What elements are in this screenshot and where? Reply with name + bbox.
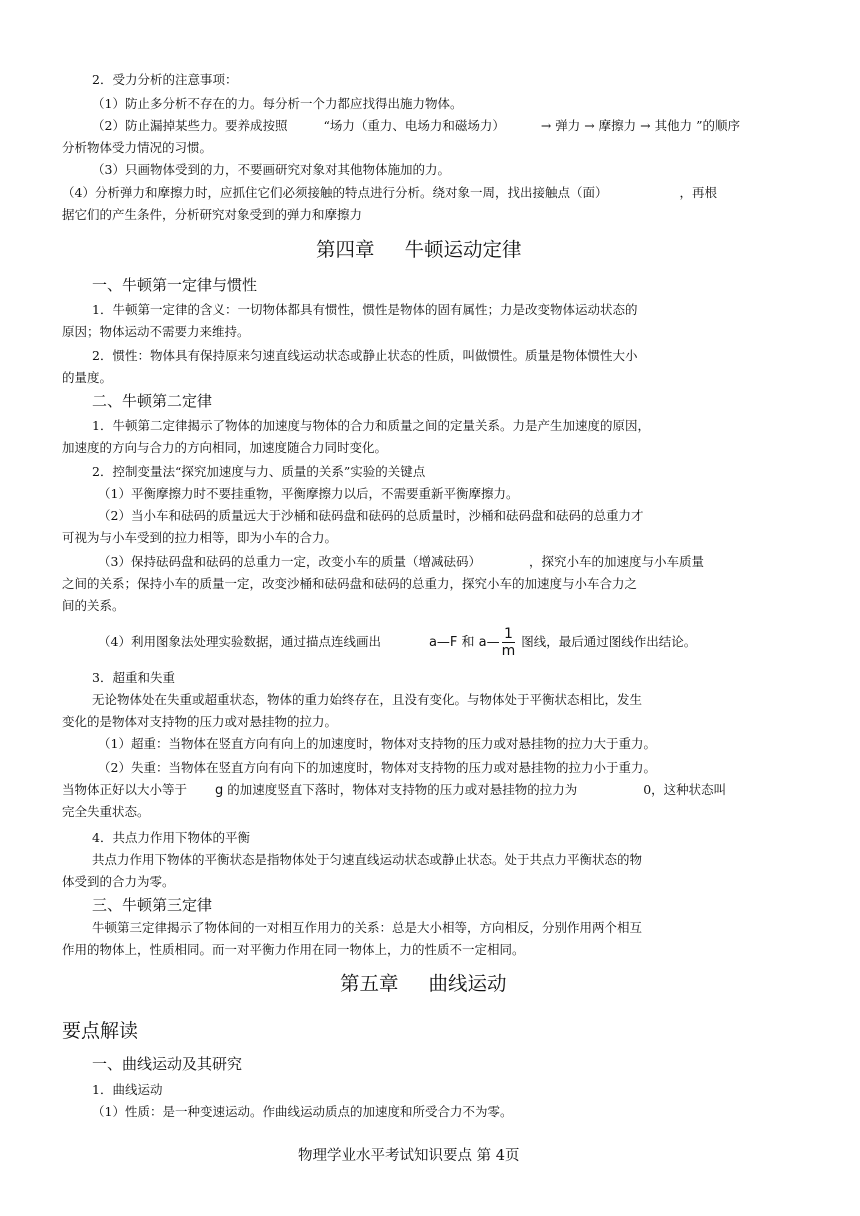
experiment-1: （1）平衡摩擦力时不要挂重物，平衡摩擦力以后，不需要重新平衡摩擦力。 xyxy=(98,486,519,501)
equilibrium-heading: 4．共点力作用下物体的平衡 xyxy=(92,830,250,845)
equilibrium-line2: 体受到的合力为零。 xyxy=(62,874,175,889)
fraction-1-over-m xyxy=(502,626,516,659)
symbol-g: g xyxy=(214,783,224,798)
experiment-3-b: ，探究小车的加速度与小车质量 xyxy=(528,554,704,569)
newton2-line2: 加速度的方向与合力的方向相同，加速度随合力同时变化。 xyxy=(62,440,388,455)
fraction-denominator: m xyxy=(501,643,516,659)
newton1-line1: 1．牛顿第一定律的含义：一切物体都具有惯性，惯性是物体的固有属性；力是改变物体运动状态的 xyxy=(92,302,638,317)
key-points-heading: 要点解读 xyxy=(62,1020,139,1042)
chapter-5-heading xyxy=(340,972,507,996)
weight-heading: 3．超重和失重 xyxy=(92,670,175,685)
experiment-heading: 2．控制变量法“探究加速度与力、质量的关系”实验的关键点 xyxy=(92,464,426,479)
point-1: （1）防止多分析不存在的力。每分析一个力都应找得出施力物体。 xyxy=(92,96,463,111)
weightlessness-cont xyxy=(62,782,726,799)
point-3: （3）只画物体受到的力，不要画研究对象对其他物体施加的力。 xyxy=(92,162,450,177)
experiment-4-a: （4）利用图象法处理实验数据，通过描点连线画出 xyxy=(98,634,381,649)
weightlessness-c: 0，这种状态叫 xyxy=(643,782,727,797)
point-2-a: （2）防止漏掉某些力。要养成按照 xyxy=(92,118,288,133)
weight-line2: 变化的是物体对支持物的压力或对悬挂物的拉力。 xyxy=(62,714,338,729)
section-1-heading: 一、牛顿第一定律与惯性 xyxy=(92,276,258,294)
newton3-line2: 作用的物体上，性质相同。而一对平衡力作用在同一物体上，力的性质不一定相同。 xyxy=(62,942,525,957)
chapter-4-number: 第四章 xyxy=(316,238,375,261)
point-4-cont: 据它们的产生条件，分析研究对象受到的弹力和摩擦力 xyxy=(62,207,363,222)
fraction-numerator: 1 xyxy=(502,626,516,643)
point-2-c: → 弹力 → 摩擦力 → 其他力 ”的顺序 xyxy=(540,118,740,133)
point-2-b: “场力（重力、电场力和磁场力） xyxy=(323,118,505,133)
weightlessness: （2）失重：当物体在竖直方向有向下的加速度时，物体对支持物的压力或对悬挂物的拉力小于重力。 xyxy=(98,760,656,775)
experiment-4-c: 图线，最后通过图线作出结论。 xyxy=(521,634,697,649)
item-2-heading: 2．受力分析的注意事项： xyxy=(92,72,238,87)
experiment-3-cont2: 间的关系。 xyxy=(62,598,125,613)
inertia-line2: 的量度。 xyxy=(62,370,113,385)
weight-line1: 无论物体处在失重或超重状态，物体的重力始终存在，且没有变化。与物体处于平衡状态相比，发生 xyxy=(92,692,643,707)
chapter-4-title: 牛顿运动定律 xyxy=(404,238,522,261)
chapter-4-heading xyxy=(316,238,522,262)
point-2-cont: 分析物体受力情况的习惯。 xyxy=(62,140,213,155)
equilibrium-line1: 共点力作用下物体的平衡状态是指物体处于匀速直线运动状态或静止状态。处于共点力平衡状态的物 xyxy=(92,852,643,867)
page-footer: 物理学业水平考试知识要点 第 4页 xyxy=(298,1148,520,1164)
experiment-2-cont: 可视为与小车受到的拉力相等，即为小车的合力。 xyxy=(62,530,338,545)
weightlessness-b: 的加速度竖直下落时，物体对支持物的压力或对悬挂物的拉力为 xyxy=(227,782,578,797)
experiment-3-a: （3）保持砝码盘和砝码的总重力一定，改变小车的质量（增减砝码） xyxy=(98,554,481,569)
point-4-b: ，再根 xyxy=(679,185,717,200)
inertia-line1: 2．惯性：物体具有保持原来匀速直线运动状态或静止状态的性质，叫做惯性。质量是物体惯性大小 xyxy=(92,348,638,363)
experiment-3-cont1: 之间的关系；保持小车的质量一定，改变沙桶和砝码盘和砝码的总重力，探究小车的加速度与小车合力之 xyxy=(62,576,638,591)
overweight: （1）超重：当物体在竖直方向有向上的加速度时，物体对支持物的压力或对悬挂物的拉力大于重力。 xyxy=(98,736,656,751)
newton1-line2: 原因；物体运动不需要力来维持。 xyxy=(62,324,250,339)
section-3-heading: 三、牛顿第三定律 xyxy=(92,896,213,914)
experiment-4-formula: a—F 和 a— xyxy=(428,635,500,650)
point-4-a: （4）分析弹力和摩擦力时，应抓住它们必须接触的特点进行分析。绕对象一周，找出接触点（面） xyxy=(62,185,608,200)
chapter-5-title: 曲线运动 xyxy=(428,972,507,995)
experiment-2: （2）当小车和砝码的质量远大于沙桶和砝码盘和砝码的总质量时，沙桶和砝码盘和砝码的总重力才 xyxy=(98,508,644,523)
weightlessness-a: 当物体正好以大小等于 xyxy=(62,782,188,797)
point-4 xyxy=(62,185,717,201)
chapter-5-number: 第五章 xyxy=(340,972,399,995)
weightlessness-cont2: 完全失重状态。 xyxy=(62,804,150,819)
newton2-line1: 1．牛顿第二定律揭示了物体的加速度与物体的合力和质量之间的定量关系。力是产生加速度的原因， xyxy=(92,418,650,433)
curve-heading: 1．曲线运动 xyxy=(92,1082,163,1097)
newton3-line1: 牛顿第三定律揭示了物体间的一对相互作用力的关系：总是大小相等，方向相反，分别作用两个相互 xyxy=(92,920,643,935)
point-2 xyxy=(92,118,740,134)
section-curve-heading: 一、曲线运动及其研究 xyxy=(92,1055,243,1073)
curve-property: （1）性质：是一种变速运动。作曲线运动质点的加速度和所受合力不为零。 xyxy=(92,1104,513,1119)
section-2-heading: 二、牛顿第二定律 xyxy=(92,392,213,410)
experiment-4 xyxy=(98,624,696,661)
experiment-3 xyxy=(98,554,704,570)
